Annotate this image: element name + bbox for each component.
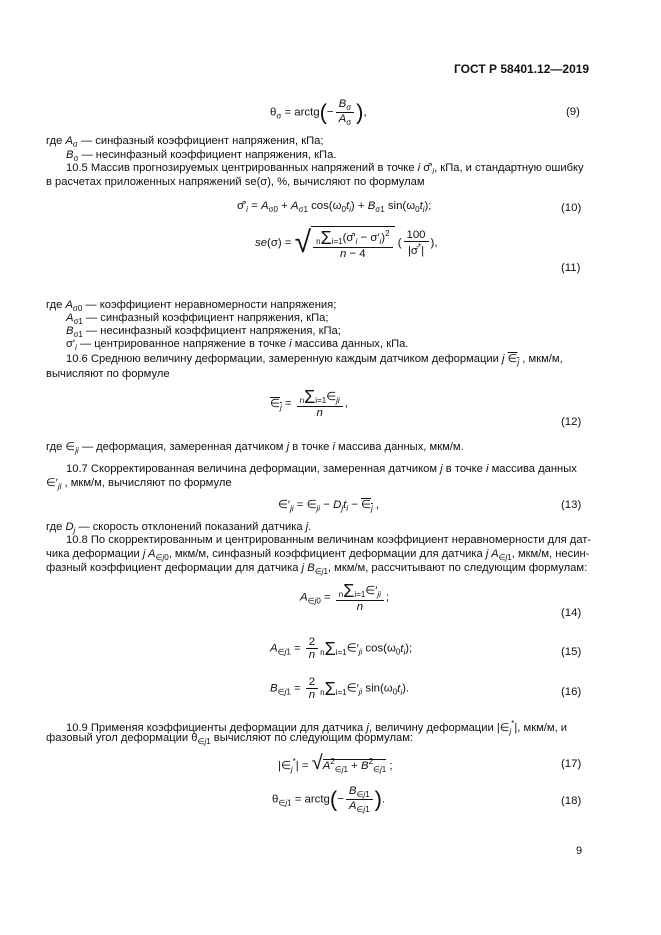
definition-line: $A_{\sigma 1}$ — синфазный коэффициент напряжения, кПа; [66, 312, 329, 326]
equation-16: $B_{\in j1}$ = $\frac{2}{n}$ $n\Sigma i=1\in'_{ji}$ $\sin(\omega_0t_i)$. [270, 676, 410, 701]
definition-line: $B_{\sigma 1}$ — несинфазный коэффициент напряжения, кПа; [66, 325, 341, 339]
paragraph-line: вычисляют по формуле [46, 368, 170, 380]
definition-line: где $A_{\sigma 0}$ — коэффициент неравномерности напряжения; [46, 299, 337, 313]
page-number: 9 [576, 845, 583, 857]
equation-10: $\sigmâ'_i = A_{\sigma 0} + A_{\sigma 1}$ $\cos(\omega_0t_i) + B_{\sigma 1}$ $\sin(\omega_0t_i)$; [237, 200, 432, 214]
equation-number: (15) [561, 646, 582, 658]
equation-number: (10) [561, 202, 582, 214]
definition-line: где $A_\sigma$ — синфазный коэффициент напряжения, кПа; [46, 135, 324, 149]
equation-number: (9) [566, 106, 580, 118]
paragraph-line: 10.6 Среднюю величину деформации, замеренную каждым датчиком деформации j $\in_j$ , мкм/м, [66, 353, 563, 367]
paragraph-line: 10.5 Массив прогнозируемых центрированных напряжений в точке i $\sigmâ'_i$, кПа, и стандартную ошибку [66, 162, 584, 176]
equation-9: $\theta_\sigma$ = arctg(− $\frac{B_\sigma}{A_\sigma}$ ), [270, 98, 367, 127]
equation-14: $A_{\in j0}$ = $\frac{n\Sigma i=1\in'_{ji}}{n}$ ; [300, 581, 390, 613]
equation-17: $|\in_j^*| = √A^2_{\in j1} + B^2_{\in j1}$ ; [278, 752, 393, 774]
document-header: ГОСТ Р 58401.12—2019 [454, 62, 590, 76]
paragraph-line: чика деформации j $A_{\in j0}$, мкм/м, синфазный коэффициент деформации для датчика j $A_{\in j1}$, мкм/м, несин- [46, 548, 590, 562]
equation-number: (12) [561, 416, 582, 428]
equation-15: $A_{\in j1}$ = $\frac{2}{n}$ $n\Sigma i=1\in'_{ji}$ $\cos(\omega_0t_i)$; [270, 636, 413, 661]
paragraph-line: 10.9 Применяя коэффициенты деформации для датчика j, величину деформации $|\in_j^*|$, мкм/м, и [66, 719, 568, 736]
equation-number: (14) [561, 607, 582, 619]
equation-number: (18) [561, 795, 582, 807]
paragraph-line: $\in'_{ji}$ , мкм/м, вычисляют по формуле [46, 477, 232, 491]
equation-number: (17) [561, 758, 582, 770]
paragraph-line: фазовый угол деформации $\theta_{\in j1}$ вычисляют по следующим формулам: [46, 732, 414, 746]
definition-line: $\sigma'_i$ — центрированное напряжение в точке i массива данных, кПа. [66, 338, 409, 352]
definition-line: где $\in_{ji}$ — деформация, замеренная датчиком j в точке i массива данных, мкм/м. [46, 441, 464, 455]
equation-18: $\theta_{\in j1}$ = arctg(− $\frac{B_{\in j1}}{A_{\in j1}}$ ). [272, 785, 386, 814]
paragraph-line: 10.8 По скорректированным и центрированным величинам коэффициент неравномерности для дат- [66, 534, 592, 546]
equation-12: $\in_j$ = $\frac{n\Sigma i=1\in_{ji}}{n}$ , [270, 387, 348, 419]
definition-line: $B_\sigma$ — несинфазный коэффициент напряжения, кПа. [66, 149, 337, 163]
paragraph-line: 10.7 Скорректированная величина деформации, замеренная датчиком j в точке i массива данных [66, 463, 577, 475]
equation-number: (16) [561, 686, 582, 698]
paragraph-line: в расчетах приложенных напряжений se(σ), %, вычисляют по формулам [46, 176, 425, 188]
paragraph-line: фазный коэффициент деформации для датчика j $B_{\in j1}$, мкм/м, рассчитывают по следующим формулам: [46, 562, 588, 576]
definition-line: где $D_j$ — скорость отклонений показаний датчика j. [46, 521, 312, 535]
equation-number: (11) [561, 262, 581, 274]
equation-number: (13) [561, 499, 582, 511]
equation-13: $\in'_{ji}$ = $\in_{ji} - D_jt_i$ − $\in_j$ , [278, 499, 380, 513]
equation-11: se(σ) = √ $\frac{n\Sigma i=1(\sigmâ'_i - \sigma'_i)^2}{n - 4}$ ( $\frac{100}{|\sigmā^*|}$ ), [255, 226, 438, 260]
